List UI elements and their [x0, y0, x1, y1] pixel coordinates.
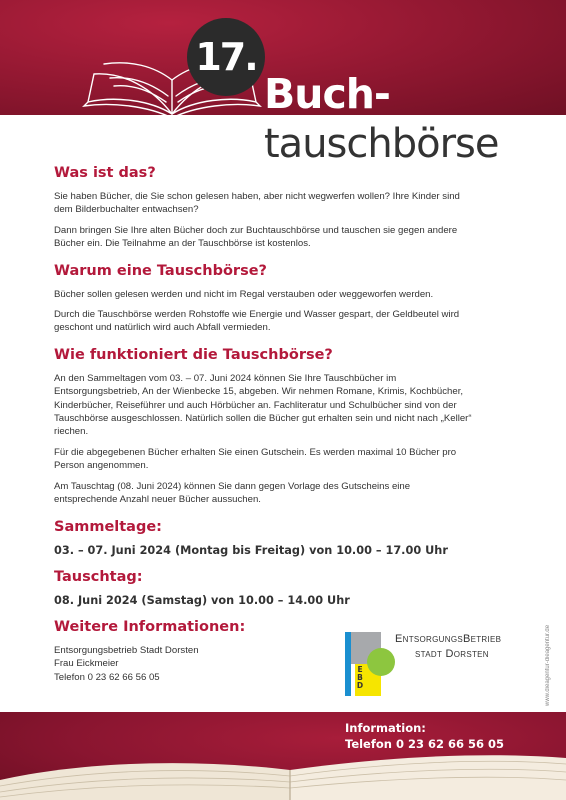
section-heading: Tauschtag:	[54, 568, 143, 585]
section-heading: Weitere Informationen:	[54, 618, 246, 635]
section-wie	[54, 347, 474, 507]
issue-number-badge: 17.	[187, 18, 265, 96]
section-was-ist-das	[54, 165, 474, 251]
page-title-line2: tauschbörse	[264, 121, 499, 167]
footer-phone: Telefon 0 23 62 66 56 05	[345, 737, 504, 751]
contact-line: Telefon 0 23 62 66 56 05	[54, 671, 160, 683]
paragraph: Für die abgegebenen Bücher erhalten Sie einen Gutschein. Es werden maximal 10 Bücher pro Person angenommen.	[54, 446, 457, 472]
ebd-letters	[355, 666, 365, 690]
paragraph: Bücher sollen gelesen werden und nicht im Regal verstauben oder weggeworfen werden.	[54, 288, 434, 300]
ebd-letter: B	[357, 673, 363, 682]
section-sammeltage	[54, 519, 474, 557]
ebd-letter: D	[356, 681, 364, 690]
contact-line: Entsorgungsbetrieb Stadt Dorsten	[54, 644, 199, 656]
agency-credit: www.dieagentur-dieagentur.de	[545, 624, 551, 706]
section-warum	[54, 263, 474, 335]
sammeltage-detail: 03. – 07. Juni 2024 (Montag bis Freitag) von 10.00 – 17.00 Uhr	[54, 543, 448, 557]
section-tauschtag	[54, 569, 474, 607]
section-heading: Sammeltage:	[54, 518, 162, 535]
main-content	[54, 165, 474, 696]
section-heading: Wie funktioniert die Tauschbörse?	[54, 346, 333, 363]
ebd-letter: E	[357, 665, 363, 674]
paragraph: Sie haben Bücher, die Sie schon gelesen haben, aber nicht wegwerfen wollen? Ihre Kinder sind dem Bilderbuchalter entwachsen?	[54, 191, 460, 216]
paragraph: Dann bringen Sie Ihre alten Bücher doch zur Buchtauschbörse und tauschen sie gegen andere Bücher ein. Die Teilnahme an der Tauschbörse ist kostenlos.	[54, 224, 458, 250]
tauschtag-detail: 08. Juni 2024 (Samstag) von 10.00 – 14.00 Uhr	[54, 593, 350, 607]
paragraph: An den Sammeltagen vom 03. – 07. Juni 2024 können Sie Ihre Tauschbücher im Entsorgungsbetrieb, An der Wienbecke 15, abgeben. Wir nehmen Romane, Krimis, Kochbücher, Kinderbücher, Reiseführer und auch Hörbücher an. Fachliteratur und Schulbücher sind von der Tauschbörse ausgeschlossen. Natürlich sollen die Bücher gut erhalten sein und nicht nach „Keller“ riechen.	[54, 372, 472, 438]
paragraph: Durch die Tauschbörse werden Rohstoffe wie Energie und Wasser gespart, der Geldbeutel wird geschont und natürlich wird auch Abfall vermieden.	[54, 309, 460, 334]
section-heading: Warum eine Tauschbörse?	[54, 262, 267, 279]
paragraph: Am Tauschtag (08. Juni 2024) können Sie dann gegen Vorlage des Gutscheins eine entsprechende Anzahl neuer Bücher aussuchen.	[54, 480, 411, 506]
page-title-line1: Buch-	[264, 70, 390, 118]
footer-info	[345, 720, 504, 752]
section-heading: Was ist das?	[54, 165, 156, 181]
ebd-logo-text	[395, 633, 501, 660]
logo-line2: stadt Dorsten	[415, 648, 489, 660]
contact-line: Frau Eickmeier	[54, 658, 119, 670]
logo-line1: EntsorgungsBetrieb	[395, 633, 502, 645]
footer-info-label: Information:	[345, 721, 426, 735]
